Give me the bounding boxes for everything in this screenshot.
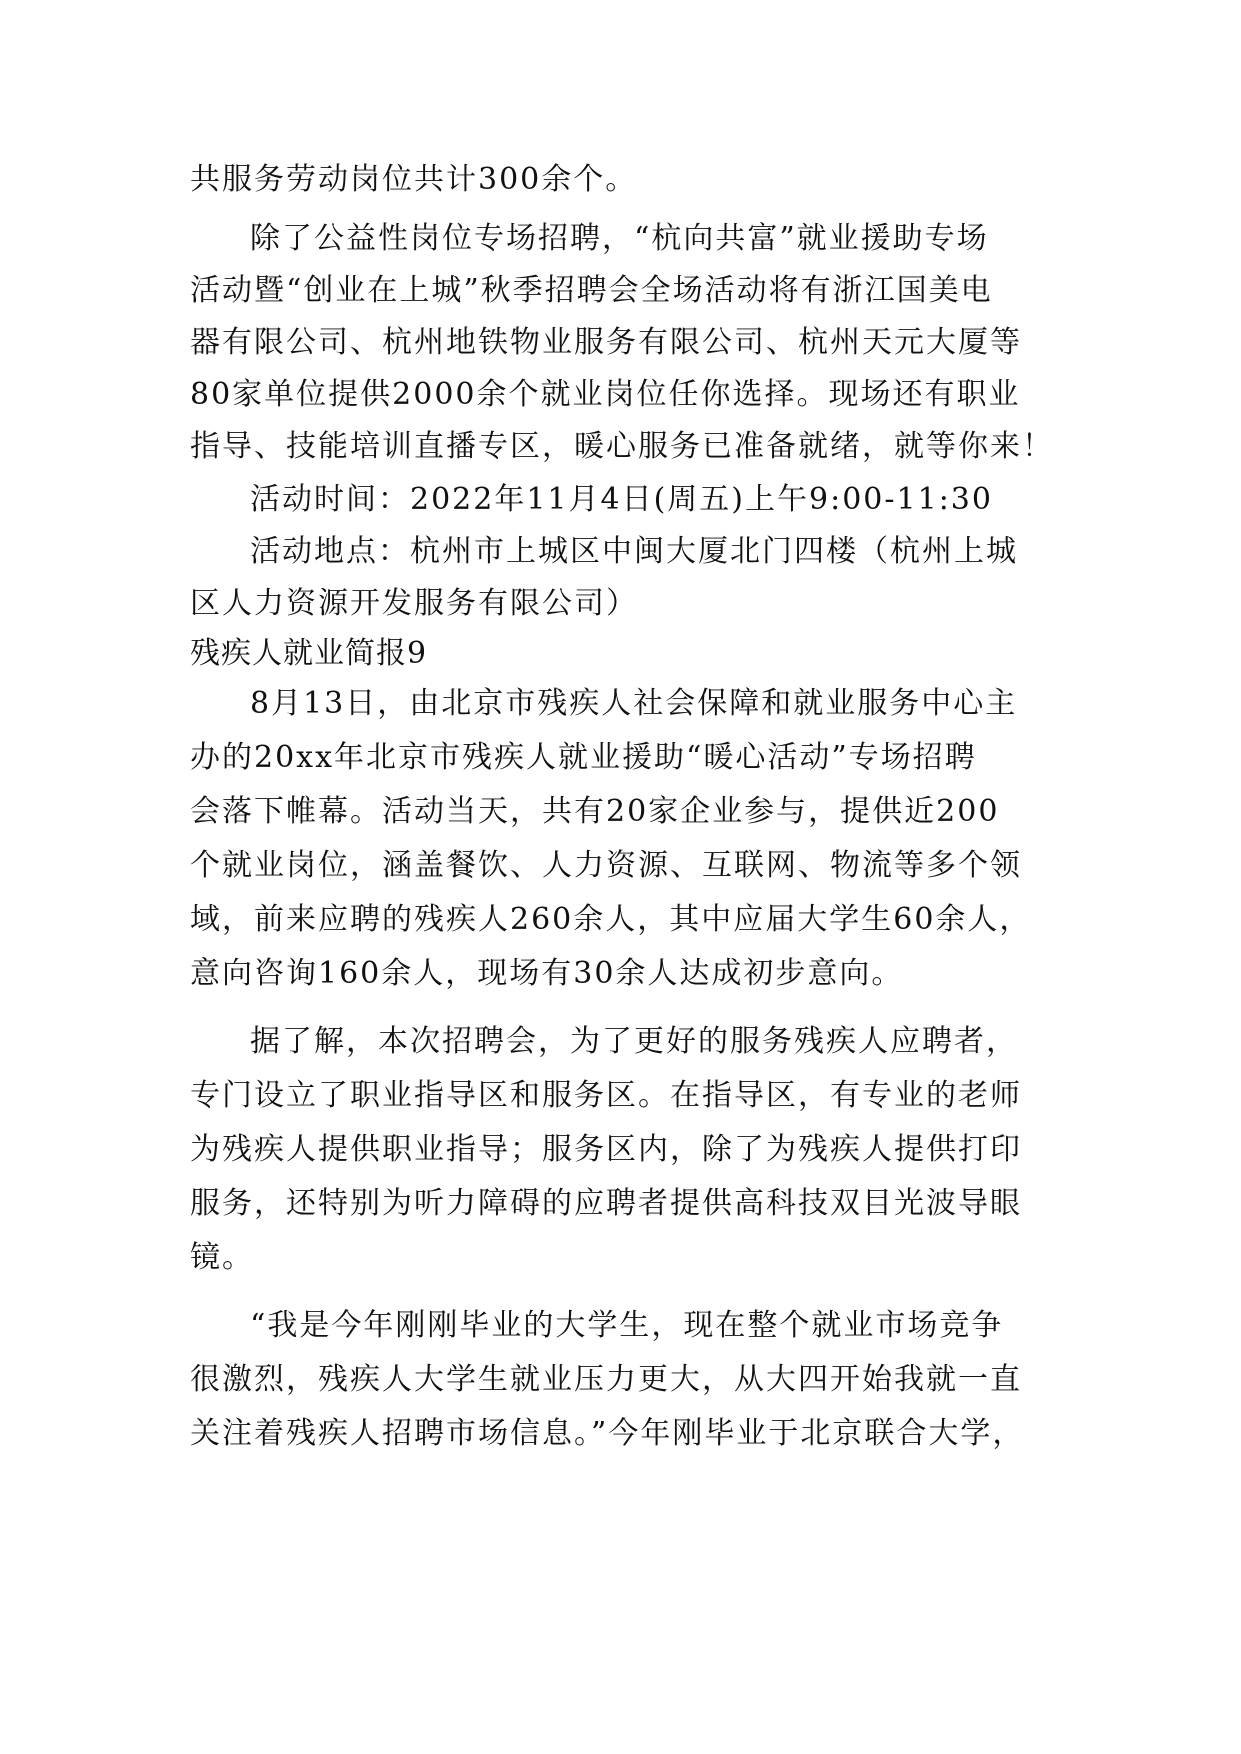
body-text-line: 专门设立了职业指导区和服务区。在指导区，有专业的老师 bbox=[190, 1078, 1022, 1113]
body-text-line: 为残疾人提供职业指导；服务区内，除了为残疾人提供打印 bbox=[190, 1132, 1022, 1167]
section-heading: 残疾人就业简报9 bbox=[190, 636, 428, 671]
body-text-line: 办的20xx年北京市残疾人就业援助“暖心活动”专场招聘 bbox=[190, 740, 977, 775]
paragraph-start-line: 据了解，本次招聘会，为了更好的服务残疾人应聘者， bbox=[250, 1024, 1018, 1059]
body-text-line: 域，前来应聘的残疾人260余人，其中应届大学生60余人， bbox=[190, 902, 1032, 937]
body-text-line: 关注着残疾人招聘市场信息。”今年刚毕业于北京联合大学， bbox=[190, 1416, 1025, 1451]
event-time-line: 活动时间：2022年11月4日(周五)上午9:00-11:30 bbox=[250, 482, 993, 517]
body-text-line: 个就业岗位，涵盖餐饮、人力资源、互联网、物流等多个领 bbox=[190, 848, 1022, 883]
body-text-line: 80家单位提供2000余个就业岗位任你选择。现场还有职业 bbox=[190, 377, 1021, 412]
paragraph-start-line: 8月13日，由北京市残疾人社会保障和就业服务中心主 bbox=[250, 686, 1018, 721]
body-text-line: 共服务劳动岗位共计300余个。 bbox=[190, 162, 638, 197]
body-text-line: 区人力资源开发服务有限公司） bbox=[190, 586, 638, 621]
body-text-line: 意向咨询160余人，现场有30余人达成初步意向。 bbox=[190, 956, 904, 991]
paragraph-start-line: 除了公益性岗位专场招聘，“杭向共富”就业援助专场 bbox=[250, 221, 989, 256]
event-location-line: 活动地点：杭州市上城区中闽大厦北门四楼（杭州上城 bbox=[250, 534, 1018, 569]
body-text-line: 很激烈，残疾人大学生就业压力更大，从大四开始我就一直 bbox=[190, 1362, 1022, 1397]
body-text-line: 指导、技能培训直播专区，暖心服务已准备就绪，就等你来！ bbox=[190, 429, 1054, 464]
body-text-line: 会落下帷幕。活动当天，共有20家企业参与，提供近200 bbox=[190, 794, 1000, 829]
paragraph-start-line: “我是今年刚刚毕业的大学生，现在整个就业市场竞争 bbox=[250, 1308, 1004, 1343]
body-text-line: 服务，还特别为听力障碍的应聘者提供高科技双目光波导眼 bbox=[190, 1186, 1022, 1221]
body-text-line: 器有限公司、杭州地铁物业服务有限公司、杭州天元大厦等 bbox=[190, 325, 1022, 360]
body-text-line: 活动暨“创业在上城”秋季招聘会全场活动将有浙江国美电 bbox=[190, 273, 993, 308]
body-text-line: 镜。 bbox=[190, 1240, 254, 1275]
